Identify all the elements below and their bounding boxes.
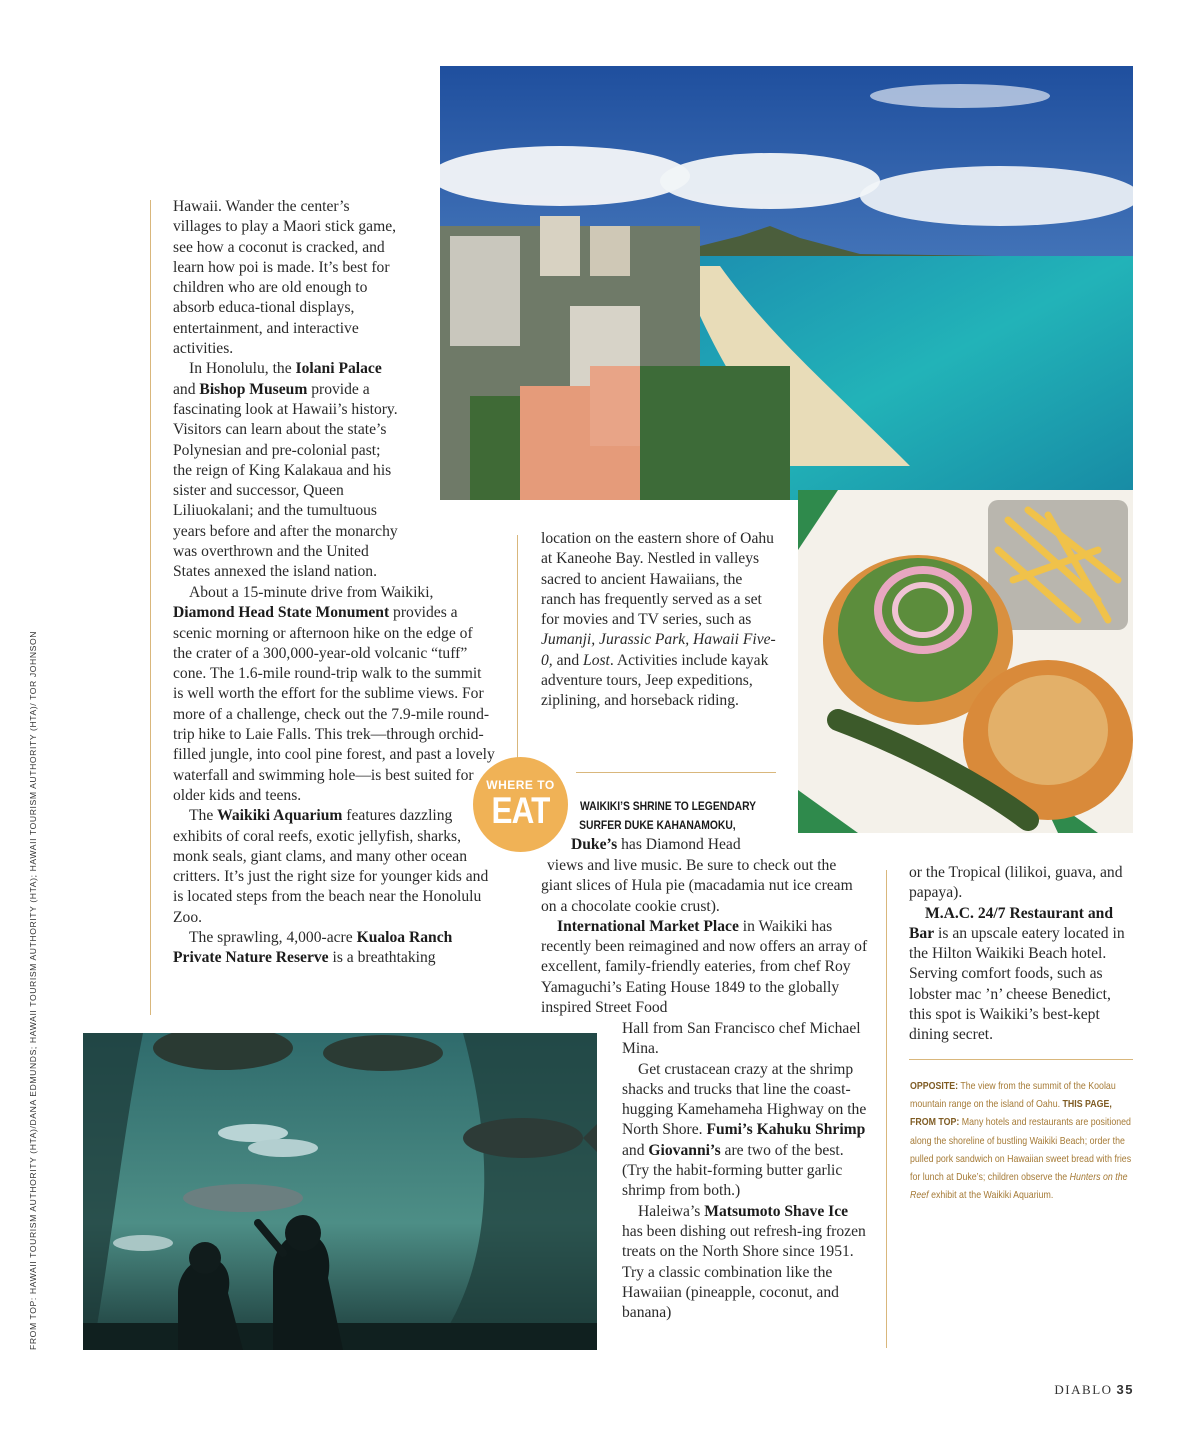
- paragraph-international-market: [541, 917, 869, 1018]
- film-titles: Jumanji, Jurassic Park, Hawaii Five-0,: [541, 631, 776, 669]
- mac247-name: M.A.C. 24/7 Restaurant and Bar: [909, 904, 1113, 942]
- text: is an upscale eatery located in the Hilton Waikiki Beach hotel. Serving comfort foods, such as lobster mac ’n’ cheese Benedict, this spot is Waikiki’s best-kept dining secret.: [909, 924, 1125, 1044]
- column-1: [173, 197, 495, 583]
- page-number: 35: [1116, 1382, 1134, 1397]
- folio: [1054, 1382, 1134, 1398]
- paragraph-shave-ice: [622, 1202, 869, 1324]
- eat-column-lower: [622, 1019, 869, 1323]
- paragraph-mac247: [909, 904, 1133, 1046]
- eat-subhead: [579, 797, 757, 835]
- fumis-name: Fumi’s Kahuku Shrimp: [706, 1121, 866, 1139]
- bishop-museum-name: Bishop Museum: [199, 380, 308, 398]
- paragraph-diamond-head: [173, 583, 495, 806]
- eat-section-rule: [576, 772, 776, 773]
- caption-label-this-page: THIS PAGE, FROM TOP:: [910, 1098, 1112, 1129]
- text: is a breathtaking: [328, 949, 436, 967]
- paragraph-polynesian-center: Hawaii. Wander the center’s villages to play a Maori stick game, see how a coconut is cracked, and learn how poi is made. It’s best for children who are old enough to absorb educa-tional displays, entertainment, and interactive activities.: [173, 198, 397, 358]
- magazine-name: DIABLO: [1054, 1382, 1113, 1397]
- column-4: [909, 863, 1133, 1046]
- paragraph-shave-ice-cont: or the Tropical (lilikoi, guava, and papaya).: [909, 864, 1123, 902]
- caption-label-opposite: OPPOSITE:: [910, 1080, 959, 1092]
- international-market-name: International Market Place: [557, 917, 739, 935]
- paragraph-shrimp: [622, 1060, 869, 1202]
- text: In Honolulu, the: [189, 360, 296, 378]
- where-to-eat-badge: [473, 757, 568, 852]
- subhead-line-2: SURFER DUKE KAHANAMOKU,: [579, 818, 736, 832]
- text: exhibit at the Waikiki Aquarium.: [928, 1189, 1054, 1202]
- text: About a 15-minute drive from Waikiki,: [189, 584, 434, 601]
- text: Get crustacean crazy at the shrimp shacks and trucks that line the coast-hugging Kamehameha Highway on the North Shore.: [622, 1060, 867, 1139]
- kualoa-ranch-name: Kualoa Ranch Private Nature Reserve: [173, 929, 453, 967]
- text: has Diamond Head: [617, 836, 741, 853]
- subhead-line-1: WAIKIKI’S SHRINE TO LEGENDARY: [580, 799, 757, 813]
- diamond-head-name: Diamond Head State Monument: [173, 604, 390, 622]
- text: and: [552, 651, 584, 669]
- waikiki-beach-photo: [440, 66, 1133, 500]
- film-title-lost: Lost: [583, 651, 610, 669]
- column-2: [541, 529, 777, 712]
- eat-column-upper: [541, 856, 869, 1018]
- column-rule-left: [150, 200, 151, 1015]
- text: and: [173, 380, 200, 398]
- text: location on the eastern shore of Oahu at Kaneohe Bay. Nestled in valleys sacred to ancient Hawaiians, the ranch has frequently served as a set for movies and TV series, such as: [541, 530, 774, 629]
- text: . Activities include kayak adventure tours, Jeep expeditions, ziplining, and horseback riding.: [541, 651, 769, 710]
- text: are two of the best. (Try the habit-forming butter garlic shrimp from both.): [622, 1141, 844, 1200]
- paragraph-history: [173, 359, 398, 582]
- text: The view from the summit of the Koolau mountain range on the island of Oahu.: [910, 1080, 1116, 1111]
- paragraph-kualoa: [173, 928, 495, 969]
- text: provides a scenic morning or afternoon hike on the edge of the crater of a 300,000-year-old volcanic “tuff” cone. The 1.6-mile round-trip walk to the summit is well worth the effort for the sublime views. For more of a challenge, check out the 7.9-mile round-trip hike to Laie Falls. This trek—through orchid-filled jungle, into cool pine forest, and past a lovely waterfall and swimming hole—is best suited for older kids and teens.: [173, 604, 495, 804]
- paragraph-kualoa-cont: [541, 529, 777, 712]
- paragraph-international-market-cont: Hall from San Francisco chef Michael Mina.: [622, 1020, 861, 1058]
- paragraph-dukes: views and live music. Be sure to check out the giant slices of Hula pie (macadamia nut ice cream on a chocolate cookie crust).: [541, 857, 853, 915]
- waikiki-aquarium-name: Waikiki Aquarium: [217, 807, 343, 825]
- badge-big-text: EAT: [491, 790, 550, 831]
- text: in Waikiki has recently been reimagined and now offers an array of excellent, family-friendly eateries, from chef Roy Yamaguchi’s Eating House 1849 to the globally inspired Street Food: [541, 917, 868, 1017]
- column-rule-middle: [517, 535, 518, 790]
- iolani-palace-name: Iolani Palace: [295, 360, 382, 378]
- dukes-name: Duke’s: [571, 836, 618, 853]
- text: has been dishing out refresh-ing frozen treats on the North Shore since 1951. Try a classic combination like the Hawaiian (pineapple, coconut, and banana): [622, 1222, 866, 1322]
- text: Haleiwa’s: [638, 1202, 705, 1220]
- caption-rule: [909, 1059, 1133, 1060]
- photo-credit: FROM TOP: HAWAII TOURISM AUTHORITY (HTA)/DANA EDMUNDS; HAWAII TOURISM AUTHORITY (HTA); HAWAII TOURISM AUTHORITY (HTA)/ TOR JOHNSON: [28, 630, 38, 1350]
- dukes-burger-photo: [798, 490, 1133, 833]
- giovannis-name: Giovanni’s: [648, 1141, 721, 1159]
- text: The: [189, 807, 218, 825]
- dukes-line: [571, 835, 781, 855]
- text: features dazzling exhibits of coral reefs, exotic jellyfish, sharks, monk seals, giant clams, and many other ocean critters. It’s just the right size for younger kids and is located steps from the beach near the Honolulu Zoo.: [173, 807, 489, 926]
- badge-small-text: WHERE TO: [486, 778, 555, 792]
- photo-caption: [910, 1077, 1135, 1204]
- text: provide a fascinating look at Hawaii’s history. Visitors can learn about the state’s Polynesian and pre-colonial past; the reign of King Kalakaua and his sister and successor, Queen Liliuokalani; and the tumultuous years before and after the monarchy was overthrown and the United States annexed the island nation.: [173, 380, 398, 581]
- paragraph-aquarium: [173, 806, 495, 928]
- column-1-lower: [173, 583, 495, 969]
- text: The sprawling, 4,000-acre: [189, 929, 357, 947]
- text: and: [622, 1141, 649, 1159]
- exhibit-name: Hunters on the Reef: [910, 1171, 1128, 1202]
- matsumoto-name: Matsumoto Shave Ice: [704, 1202, 849, 1220]
- text: Many hotels and restaurants are positioned along the shoreline of bustling Waikiki Beach; order the pulled pork sandwich on Hawaiian sweet bread with fries for lunch at Duke’s; children observe the: [910, 1116, 1132, 1184]
- column-rule-right: [886, 870, 887, 1348]
- waikiki-aquarium-photo: [83, 1033, 597, 1350]
